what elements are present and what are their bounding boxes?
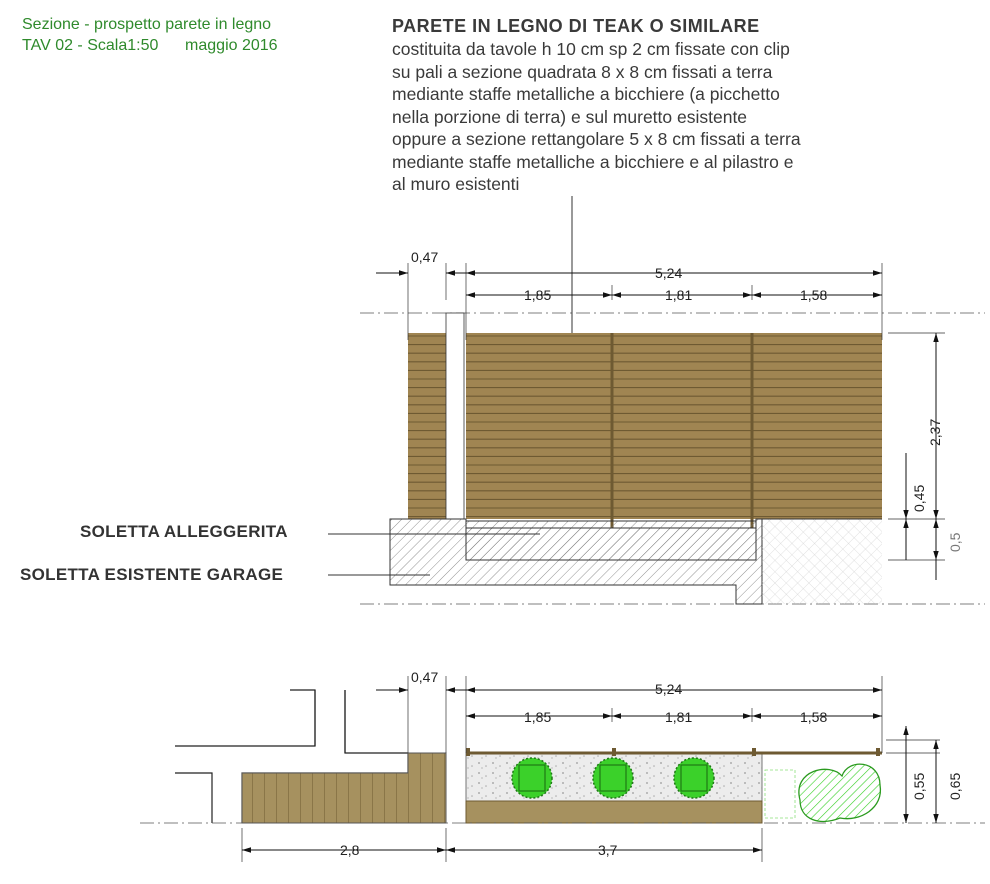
dim-plan-158: 1,58 <box>800 709 828 725</box>
dim-plan-185: 1,85 <box>524 709 552 725</box>
dim-elev-524: 5,24 <box>655 265 683 281</box>
wood-panel-left <box>408 333 446 519</box>
wall-desc-line-7: al muro esistenti <box>392 174 520 194</box>
shrub-3 <box>674 758 714 798</box>
dim-plan-37: 3,7 <box>598 842 618 858</box>
dim-elev-045: 0,45 <box>911 484 927 512</box>
shrub-1 <box>512 758 552 798</box>
label-soletta-alleggerita: SOLETTA ALLEGGERITA <box>80 522 288 541</box>
planter-base <box>466 801 762 823</box>
elevation-view <box>328 196 985 604</box>
hedge <box>765 764 880 821</box>
wall-title: PARETE IN LEGNO DI TEAK O SIMILARE <box>392 16 760 36</box>
label-soletta-esistente: SOLETTA ESISTENTE GARAGE <box>20 565 284 584</box>
wood-deck <box>242 753 446 823</box>
header-date: maggio 2016 <box>185 37 278 54</box>
wood-panel-main <box>466 333 882 528</box>
dim-plan-524: 5,24 <box>655 681 683 697</box>
header-table-ref: TAV 02 - Scala1:50 <box>22 37 159 54</box>
dim-plan-047: 0,47 <box>411 669 439 685</box>
wall-desc-line-3: mediante staffe metalliche a bicchiere (a picchetto <box>392 84 780 104</box>
dim-elev-185: 1,85 <box>524 287 552 303</box>
dim-plan-055: 0,55 <box>911 772 927 800</box>
ground-soil <box>762 519 882 604</box>
dim-plan-065: 0,65 <box>947 772 963 800</box>
plan-view <box>140 669 985 862</box>
wall-desc-line-6: mediante staffe metalliche a bicchiere e al pilastro e <box>392 151 794 172</box>
dim-elev-05: 0,5 <box>947 532 963 552</box>
wall-desc-line-1: costituita da tavole h 10 cm sp 2 cm fissate con clip <box>392 39 790 59</box>
dim-plan-28: 2,8 <box>340 842 360 858</box>
dim-plan-181: 1,81 <box>665 709 693 725</box>
dim-elev-158: 1,58 <box>800 287 828 303</box>
dim-elev-237: 2,37 <box>927 418 943 446</box>
shrub-2 <box>593 758 633 798</box>
header-title: Sezione - prospetto parete in legno <box>22 16 272 33</box>
wall-desc-line-4: nella porzione di terra) e sul muretto esistente <box>392 106 748 127</box>
dim-elev-181: 1,81 <box>665 287 693 303</box>
dim-elev-047: 0,47 <box>411 249 439 265</box>
wall-desc-line-5: oppure a sezione rettangolare 5 x 8 cm fissati a terra <box>392 129 801 149</box>
pillar <box>446 313 464 519</box>
wall-desc-line-2: su pali a sezione quadrata 8 x 8 cm fissati a terra <box>392 61 773 82</box>
